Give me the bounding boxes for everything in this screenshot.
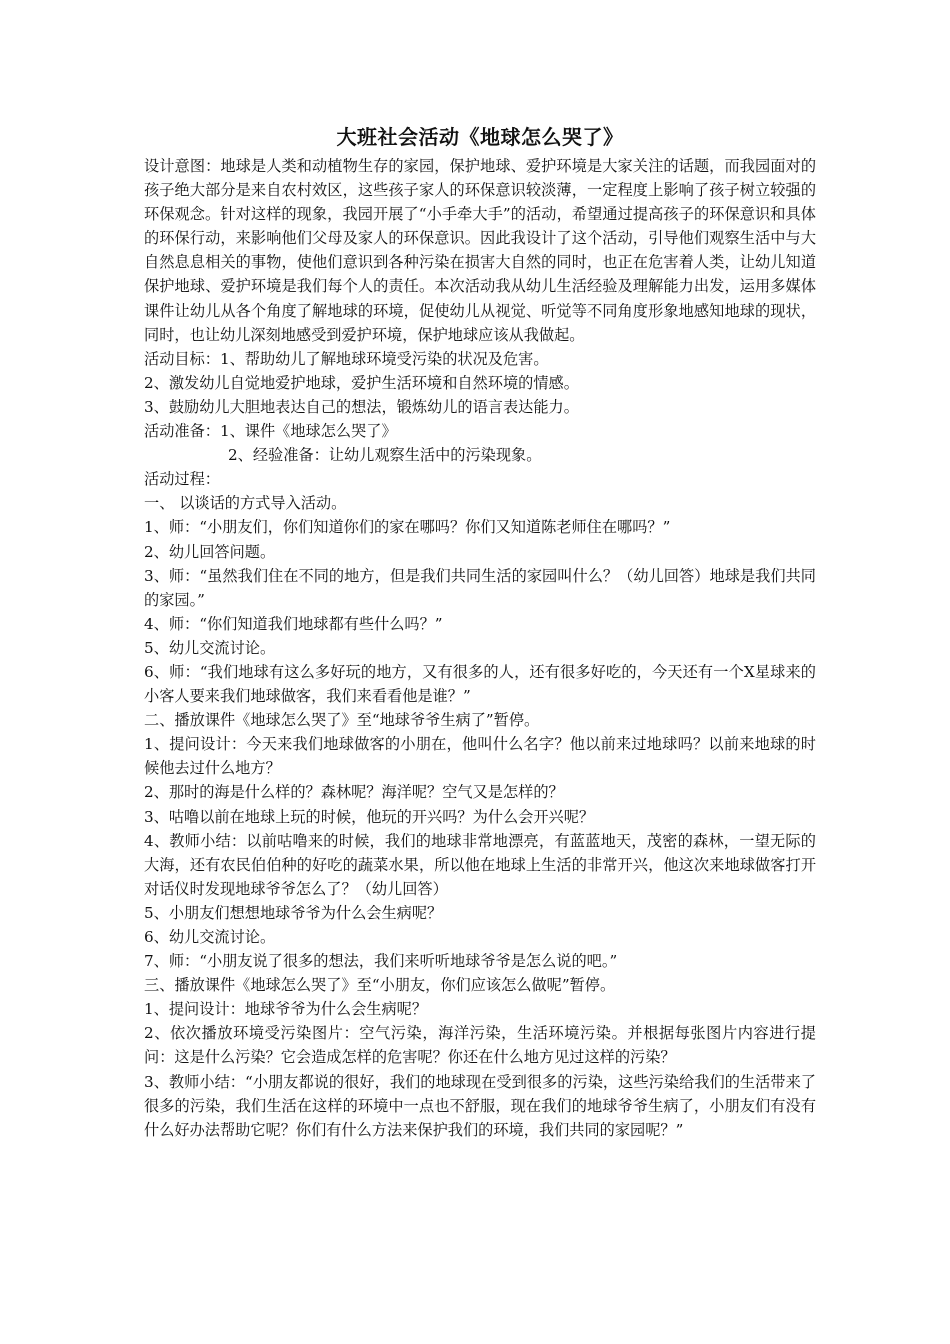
- section-3-item-2: 2、依次播放环境受污染图片：空气污染，海洋污染，生活环境污染。并根据每张图片内容进行提问：这是什么污染？它会造成怎样的危害呢？你还在什么地方见过这样的污染？: [144, 1024, 816, 1067]
- section-2-item-1: 1、提问设计：今天来我们地球做客的小朋在，他叫什么名字？他以前来过地球吗？以前来地球的时候他去过什么地方？: [144, 735, 816, 778]
- preparation-item-2: 2、经验准备：让幼儿观察生活中的污染现象。: [228, 446, 542, 465]
- section-2-item-7: 7、师：“小朋友说了很多的想法，我们来听听地球爷爷是怎么说的吧。”: [144, 952, 618, 971]
- section-1-item-2: 2、幼儿回答问题。: [144, 542, 276, 561]
- section-3-item-1: 1、提问设计：地球爷爷为什么会生病呢？: [144, 1000, 428, 1019]
- section-2-item-6: 6、幼儿交流讨论。: [144, 928, 276, 946]
- goal-item-3: 3、鼓励幼儿大胆地表达自己的想法，锻炼幼儿的语言表达能力。: [144, 397, 579, 416]
- document-body: [144, 122, 816, 1142]
- section-2-item-5: 5、小朋友们想想地球爷爷为什么会生病呢？: [144, 903, 443, 922]
- design-intent-paragraph: 设计意图：地球是人类和动植物生存的家园，保护地球、爱护环境是大家关注的话题，而我园面对的孩子绝大部分是来自农村效区，这些孩子家人的环保意识较淡薄，一定程度上影响了孩子树立较强的环保观念。针对这样的现象，我园开展了“小手牵大手”的活动，希望通过提高孩子的环保意识和具体的环保行动，来影响他们父母及家人的环保意识。因此我设计了这个活动，引导他们观察生活中与大自然息息相关的事物，使他们意识到各种污染在损害大自然的同时，也正在危害着人类，让幼儿知道保护地球、爱护环境是我们每个人的责任。本次活动我从幼儿生活经验及理解能力出发，运用多媒体课件让幼儿从各个角度了解地球的环境，促使幼儿从视觉、听觉等不同角度形象地感知地球的现状，同时，也让幼儿深刻地感受到爱护环境，保护地球应该从我做起。: [144, 157, 816, 344]
- goal-item-2: 2、激发幼儿自觉地爱护地球，爱护生活环境和自然环境的情感。: [144, 373, 579, 392]
- process-heading: 活动过程：: [144, 470, 220, 489]
- document-title: 大班社会活动《地球怎么哭了》: [336, 125, 624, 149]
- goal-item-1: 活动目标：1、帮助幼儿了解地球环境受污染的状况及危害。: [144, 349, 549, 368]
- section-1-item-1: 1、师：“小朋友们，你们知道你们的家在哪吗？你们又知道陈老师住在哪吗？”: [144, 518, 671, 537]
- section-1-item-6: 6、师：“我们地球有这么多好玩的地方，又有很多的人，还有很多好吃的，今天还有一个X星球来的小客人要来我们地球做客，我们来看看他是谁？”: [144, 662, 816, 706]
- section-2-item-4: 4、教师小结：以前咕噜来的时候，我们的地球非常地漂亮，有蓝蓝地天，茂密的森林，一望无际的大海，还有农民伯伯种的好吃的蔬菜水果，所以他在地球上生活的非常开兴，他这次来地球做客打开对话仪时发现地球爷爷怎么了？（幼儿回答）: [144, 831, 816, 898]
- section-2-item-2: 2、那时的海是什么样的？森林呢？海洋呢？空气又是怎样的？: [144, 783, 564, 802]
- preparation-item-1: 活动准备：1、课件《地球怎么哭了》: [144, 422, 397, 441]
- section-1-item-5: 5、幼儿交流讨论。: [144, 638, 276, 657]
- section-3-heading: 三、播放课件《地球怎么哭了》至“小朋友，你们应该怎么做呢”暂停。: [144, 976, 616, 995]
- section-2-item-3: 3、咕噜以前在地球上玩的时候，他玩的开兴吗？为什么会开兴呢？: [144, 807, 595, 826]
- section-3-item-3: 3、教师小结：“小朋友都说的很好，我们的地球现在受到很多的污染，这些污染给我们的生活带来了很多的污染，我们生活在这样的环境中一点也不舒服，现在我们的地球爷爷生病了，小朋友们有没有什么好办法帮助它呢？你们有什么方法来保护我们的环境，我们共同的家园呢？”: [144, 1072, 816, 1139]
- section-1-item-4: 4、师：“你们知道我们地球都有些什么吗？”: [144, 614, 443, 633]
- section-1-item-3: 3、师：“虽然我们住在不同的地方，但是我们共同生活的家园叫什么？（幼儿回答）地球是我们共同的家园。”: [144, 566, 816, 609]
- section-1-heading: 一、 以谈话的方式导入活动。: [144, 494, 347, 513]
- section-2-heading: 二、播放课件《地球怎么哭了》至“地球爷爷生病了”暂停。: [144, 711, 540, 730]
